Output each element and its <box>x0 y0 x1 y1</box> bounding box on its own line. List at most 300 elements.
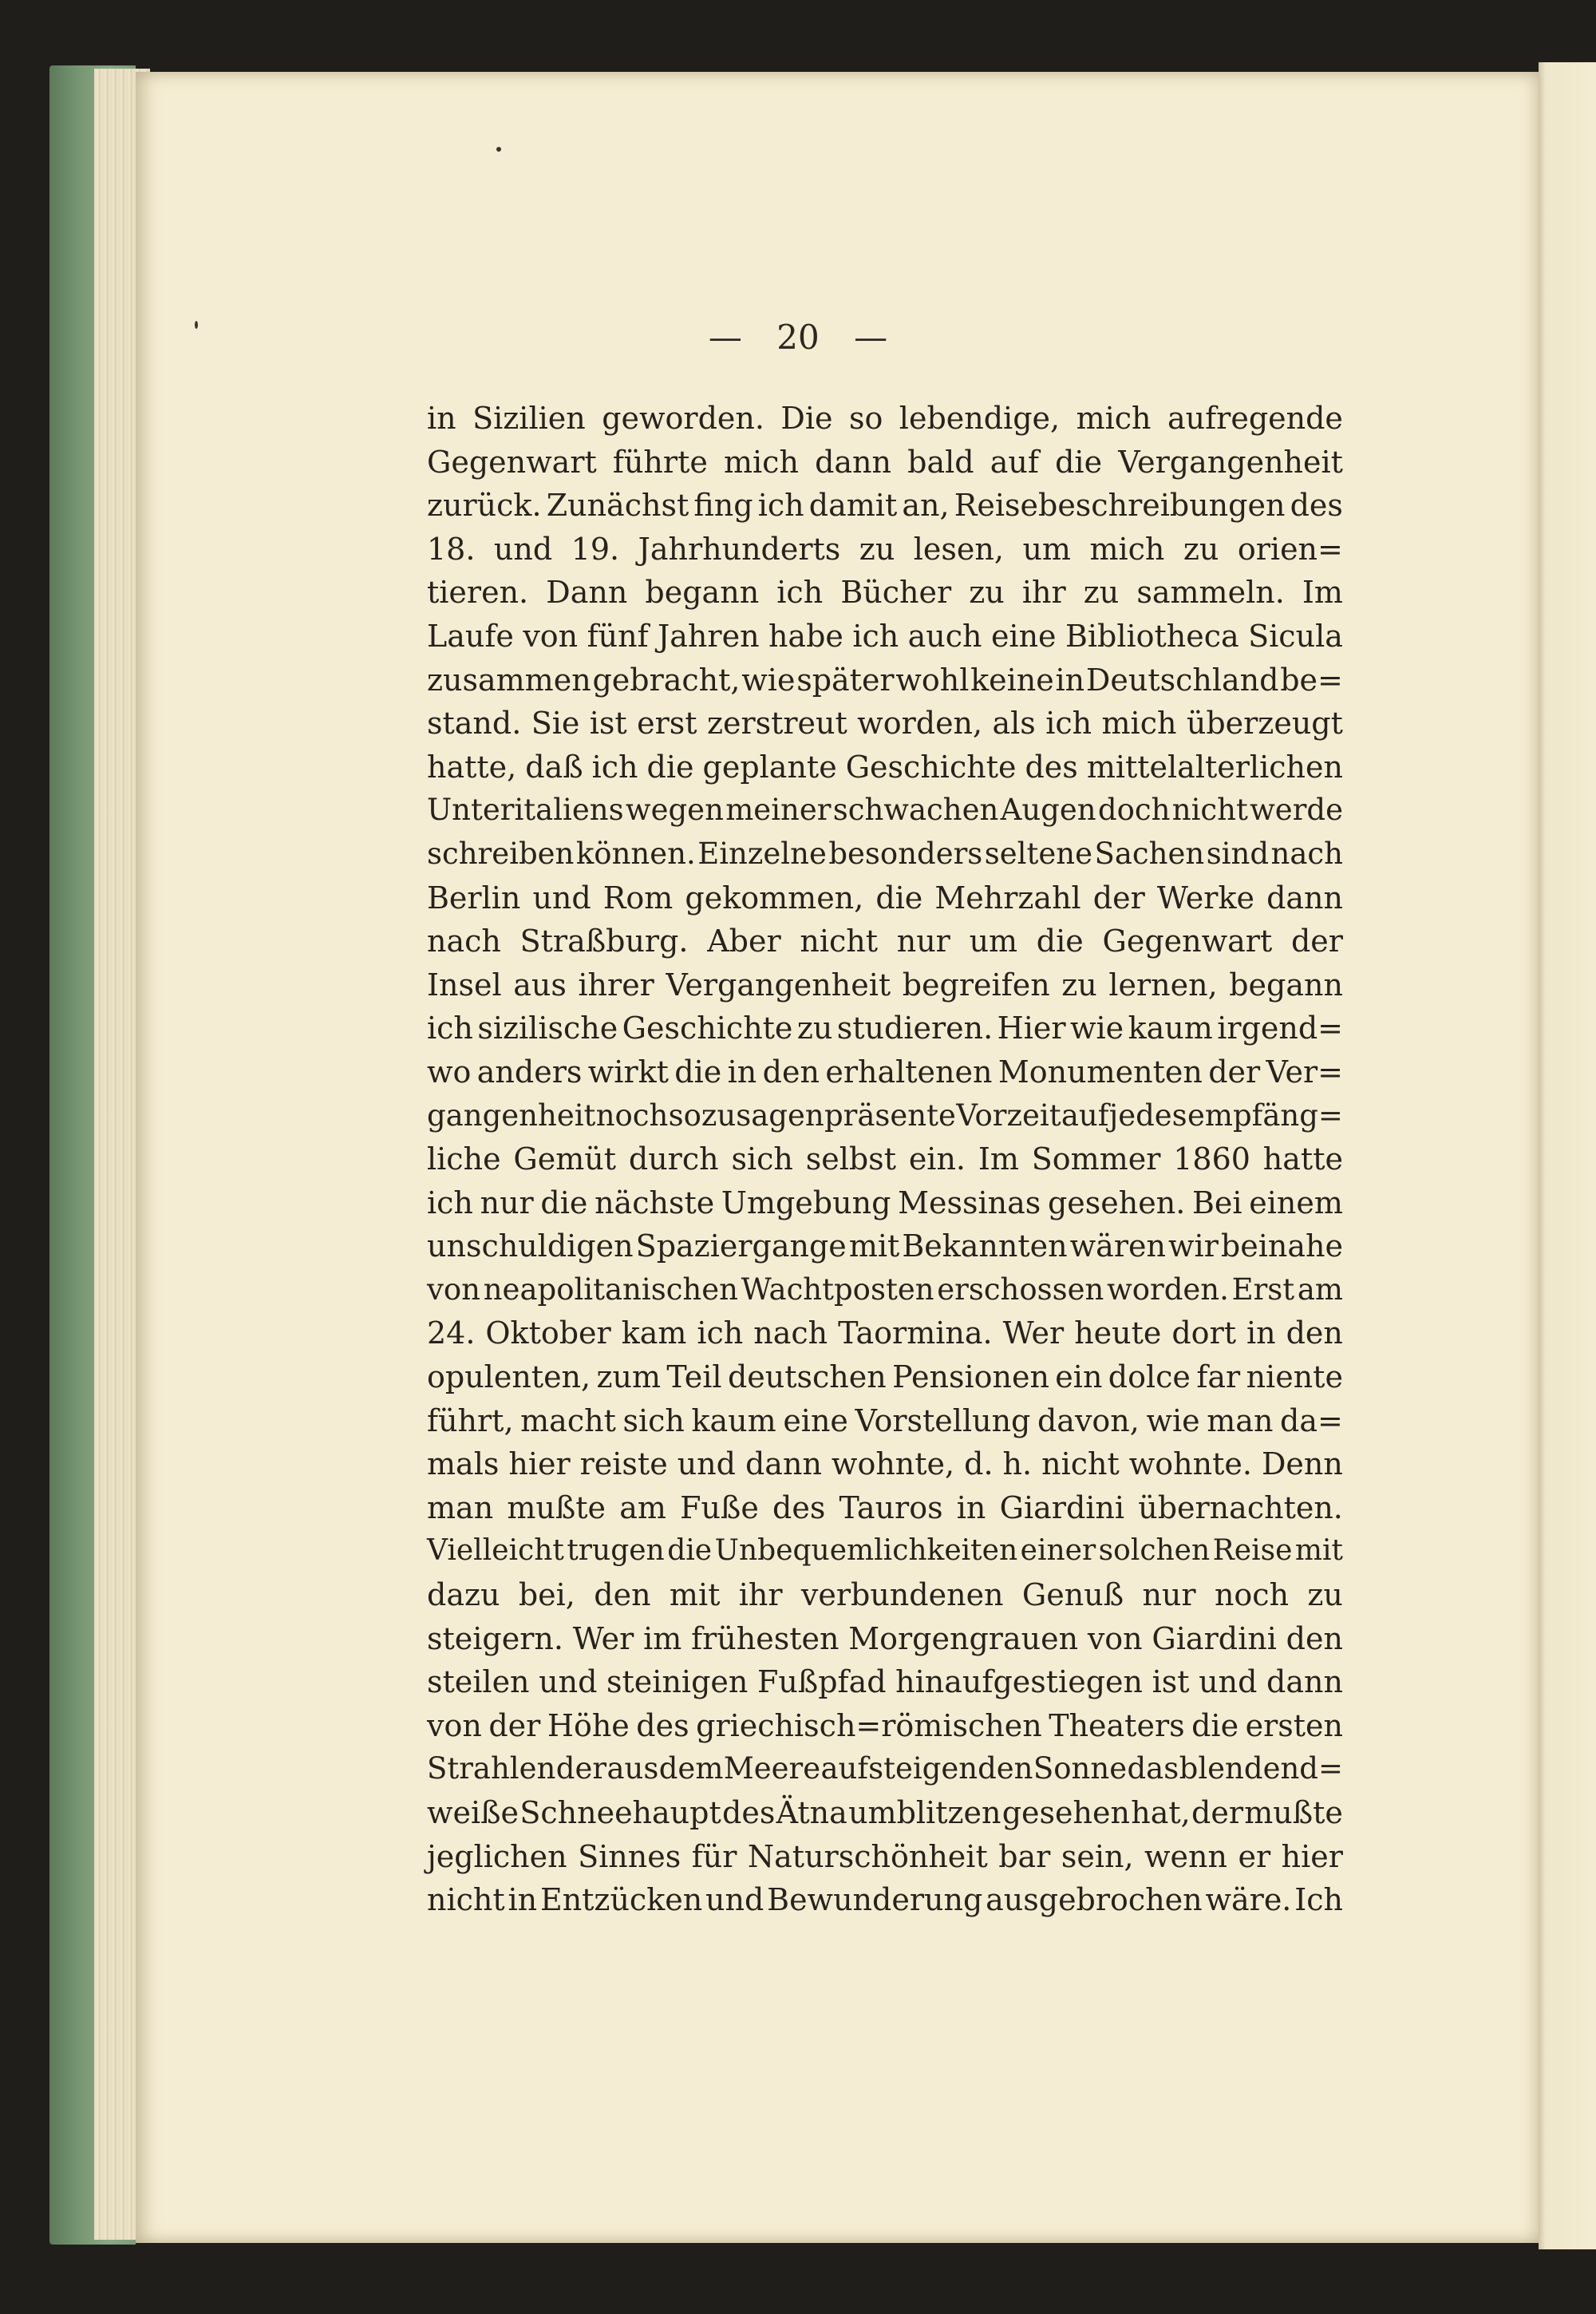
text-line <box>427 1355 1343 1399</box>
word: geworden. <box>602 401 764 436</box>
word: zu <box>859 531 895 567</box>
word: Vielleicht <box>427 1534 564 1568</box>
word: der <box>1092 880 1145 916</box>
word: wäre. <box>1205 1882 1292 1918</box>
word: mich <box>1089 531 1165 567</box>
text-line <box>427 1791 1343 1835</box>
word: nicht <box>1171 793 1248 828</box>
text-line <box>427 1399 1343 1443</box>
word: daß <box>525 749 583 785</box>
word: Bibliotheca <box>1065 618 1239 654</box>
text-line <box>427 789 1343 833</box>
word: können. <box>575 836 696 871</box>
text-line <box>427 1486 1343 1530</box>
page-number-dash-left: — <box>708 318 742 357</box>
word: zu <box>1061 967 1097 1003</box>
word: des <box>722 1795 776 1830</box>
word: präsente <box>824 1098 956 1133</box>
word: erst <box>637 706 697 742</box>
word: Gegenwart <box>427 444 597 480</box>
word: verbundenen <box>800 1577 1004 1613</box>
word: Wer <box>572 1620 634 1656</box>
word: zu <box>1183 531 1219 567</box>
word: Gegenwart <box>1102 924 1273 959</box>
word: ich <box>697 1315 744 1351</box>
text-line <box>427 1617 1343 1661</box>
word: gesehen <box>1001 1795 1130 1830</box>
word: sizilische <box>477 1011 618 1046</box>
word: den <box>594 1577 651 1613</box>
word: Insel <box>427 967 502 1003</box>
word: Laufe <box>427 618 514 654</box>
word: im <box>643 1620 682 1656</box>
word: der <box>555 1751 607 1786</box>
word: schwachen <box>832 793 999 828</box>
word: überzeugt <box>1186 706 1343 742</box>
word: am <box>619 1489 666 1525</box>
word: wir <box>1168 1228 1219 1264</box>
word: Jahrhunderts <box>638 531 841 567</box>
word: mich <box>1076 401 1152 436</box>
word: kaum <box>1128 1011 1213 1046</box>
word: der <box>1208 1054 1261 1090</box>
word: einer <box>1020 1534 1096 1568</box>
word: zurück. <box>427 488 542 524</box>
word: er <box>1238 1838 1271 1874</box>
word: Entzücken <box>539 1882 703 1918</box>
word: Werke <box>1156 880 1254 916</box>
word: Sinnes <box>578 1838 681 1874</box>
word: Reisebeschreibungen <box>954 488 1286 524</box>
word: nur <box>1142 1577 1196 1613</box>
text-line <box>427 1878 1343 1922</box>
word: erschossen <box>937 1272 1104 1307</box>
word: mich <box>1101 706 1177 742</box>
word: sich <box>731 1141 793 1177</box>
word: opulenten, <box>427 1359 591 1395</box>
text-line <box>427 441 1343 485</box>
word: sein, <box>1061 1838 1134 1874</box>
word: worden. <box>1107 1272 1229 1307</box>
word: nach <box>427 924 501 959</box>
text-line <box>427 615 1343 659</box>
word: Aber <box>707 924 781 959</box>
word: ich <box>591 749 638 785</box>
word: Spaziergange <box>635 1228 847 1264</box>
text-line <box>427 1007 1343 1050</box>
word: Bei <box>1191 1185 1242 1220</box>
word: ist <box>589 706 627 742</box>
word: und <box>677 1446 736 1482</box>
word: werde <box>1250 793 1343 828</box>
word: Augen <box>1000 793 1096 828</box>
word: steigern. <box>427 1620 563 1656</box>
word: um <box>1022 531 1071 567</box>
word: eine <box>783 1402 848 1438</box>
word: zusammen <box>427 662 591 698</box>
word: mit <box>848 1228 900 1264</box>
text-line <box>427 1268 1343 1312</box>
text-line <box>427 1573 1343 1617</box>
word: steilen <box>427 1664 530 1700</box>
word: neapolitanischen <box>483 1272 738 1307</box>
word: hat, <box>1131 1795 1191 1830</box>
word: Sicula <box>1248 618 1343 654</box>
word: und <box>1199 1664 1258 1700</box>
word: dann <box>815 444 891 480</box>
word: begann <box>1229 967 1343 1003</box>
text-line <box>427 1747 1343 1791</box>
text-line <box>427 397 1343 441</box>
word: besonders <box>828 836 983 871</box>
word: mußte <box>507 1489 606 1525</box>
word: dazu <box>427 1577 500 1613</box>
word: begreifen <box>902 967 1050 1003</box>
word: sich <box>622 1402 685 1438</box>
word: den <box>1286 1315 1343 1351</box>
word: ich <box>757 488 804 524</box>
word: Ver= <box>1266 1054 1343 1090</box>
page-number-dash-right: — <box>854 318 888 357</box>
word: zu <box>796 1011 833 1046</box>
word: noch <box>595 1098 669 1133</box>
word: der <box>1290 924 1343 959</box>
word: wohnte, <box>831 1446 955 1482</box>
word: die <box>540 1185 588 1220</box>
word: für <box>691 1838 737 1874</box>
word: lebendige, <box>899 401 1061 436</box>
word: Bücher <box>840 575 952 611</box>
word: Die <box>780 401 833 436</box>
word: 1860 <box>1173 1141 1250 1177</box>
word: die <box>667 1534 713 1568</box>
word: davon, <box>1037 1402 1140 1438</box>
word: dann <box>1266 880 1343 916</box>
word: hatte <box>1262 1141 1343 1177</box>
word: Deutschland <box>1085 662 1279 698</box>
word: Bewunderung <box>767 1882 983 1918</box>
word: in <box>956 1489 986 1525</box>
word: selbst <box>805 1141 896 1177</box>
word: der <box>1191 1795 1243 1830</box>
word: jeglichen <box>427 1838 567 1874</box>
word: zu <box>969 575 1005 611</box>
word: frühesten <box>691 1620 839 1656</box>
word: hier <box>1281 1838 1343 1874</box>
word: nur <box>896 924 950 959</box>
word: von <box>427 1707 482 1743</box>
word: mit <box>669 1577 721 1613</box>
text-line <box>427 1660 1343 1704</box>
word: des <box>772 1489 826 1525</box>
word: fing <box>693 488 753 524</box>
word: Einzelne <box>697 836 827 871</box>
word: übernachten. <box>1138 1489 1343 1525</box>
word: Fußpfad <box>757 1664 887 1700</box>
word: griechisch=römischen <box>696 1707 1042 1743</box>
text-line <box>427 1224 1343 1268</box>
word: nicht <box>427 1882 505 1918</box>
word: sozusagen <box>668 1098 824 1133</box>
word: empfäng= <box>1187 1098 1343 1133</box>
word: Dann <box>546 575 628 611</box>
ink-speck <box>496 147 501 152</box>
body-text <box>427 397 1343 1922</box>
word: am <box>1297 1272 1343 1307</box>
word: tieren. <box>427 575 529 611</box>
word: man <box>1207 1402 1274 1438</box>
word: Unteritaliens <box>427 793 624 828</box>
word: führt, <box>427 1402 514 1438</box>
word: in <box>1055 662 1085 698</box>
word: zum <box>596 1359 662 1395</box>
word: nach <box>753 1315 828 1351</box>
word: macht <box>520 1402 616 1438</box>
word: mußte <box>1244 1795 1343 1830</box>
word: gebracht, <box>592 662 741 698</box>
word: Sonne <box>1033 1751 1128 1786</box>
word: ein <box>1055 1359 1103 1395</box>
word: in <box>508 1882 538 1918</box>
word: kaum <box>691 1402 776 1438</box>
word: nächste <box>595 1185 715 1220</box>
word: zu <box>1083 575 1120 611</box>
word: mittelalterlichen <box>1086 749 1343 785</box>
word: irgend= <box>1217 1011 1343 1046</box>
word: Messinas <box>898 1185 1041 1220</box>
page-number <box>0 318 1596 357</box>
text-line <box>427 659 1343 702</box>
word: Geschichte <box>845 749 1017 785</box>
word: bald <box>907 444 974 480</box>
word: ausgebrochen <box>986 1882 1203 1918</box>
word: unschuldigen <box>427 1228 634 1264</box>
word: nicht <box>800 924 878 959</box>
word: Erst <box>1231 1272 1295 1307</box>
word: eine <box>990 618 1057 654</box>
word: hier <box>508 1446 571 1482</box>
word: Reise <box>1212 1534 1293 1568</box>
word: aufsteigenden <box>820 1751 1033 1786</box>
word: Teil <box>666 1359 722 1395</box>
word: ich <box>852 618 899 654</box>
word: aus <box>606 1751 659 1786</box>
word: zerstreut <box>706 706 847 742</box>
word: blendend= <box>1179 1751 1343 1786</box>
text-line <box>427 1442 1343 1486</box>
word: far <box>1196 1359 1241 1395</box>
text-line <box>427 833 1343 876</box>
word: ein. <box>908 1141 966 1177</box>
word: Gemüt <box>513 1141 617 1177</box>
word: Denn <box>1261 1446 1343 1482</box>
word: da= <box>1280 1402 1343 1438</box>
word: gangenheit <box>427 1098 596 1133</box>
word: schreiben <box>427 836 575 871</box>
word: die <box>1191 1707 1239 1743</box>
word: aus <box>513 967 567 1003</box>
word: Vergangenheit <box>1118 444 1343 480</box>
word: hatte, <box>427 749 517 785</box>
word: lernen, <box>1108 967 1218 1003</box>
word: anders <box>476 1054 583 1090</box>
word: Vorzeit <box>956 1098 1061 1133</box>
word: Sie <box>531 706 580 742</box>
text-line <box>427 528 1343 572</box>
word: Vergangenheit <box>666 967 891 1003</box>
word: noch <box>1214 1577 1290 1613</box>
word: trugen <box>567 1534 665 1568</box>
text-line <box>427 1050 1343 1094</box>
word: Monumenten <box>998 1054 1203 1090</box>
word: gesehen. <box>1047 1185 1186 1220</box>
word: meiner <box>725 793 832 828</box>
word: dolce <box>1108 1359 1191 1395</box>
word: Oktober <box>485 1315 611 1351</box>
word: so <box>848 401 883 436</box>
word: dem <box>658 1751 724 1786</box>
word: mals <box>427 1446 500 1482</box>
word: wären <box>1069 1228 1166 1264</box>
word: Sizilien <box>472 401 586 436</box>
text-line <box>427 1835 1343 1879</box>
word: jedes <box>1108 1098 1187 1133</box>
text-line <box>427 1529 1343 1573</box>
word: Ätna <box>776 1795 847 1830</box>
word: steinigen <box>606 1664 749 1700</box>
word: Vorstellung <box>855 1402 1031 1438</box>
word: Pensionen <box>892 1359 1049 1395</box>
word: gekommen, <box>685 880 864 916</box>
word: wo <box>427 1054 472 1090</box>
text-line <box>427 571 1343 615</box>
page-number-value: 20 <box>776 318 820 357</box>
word: Giardini <box>1152 1620 1277 1656</box>
word: Berlin <box>427 880 521 916</box>
word: erhaltenen <box>825 1054 993 1090</box>
word: sind <box>1206 836 1270 871</box>
word: heute <box>1074 1315 1162 1351</box>
word: Sommer <box>1031 1141 1161 1177</box>
word: Geschichte <box>622 1011 793 1046</box>
word: Straßburg. <box>519 924 689 959</box>
word: Morgengrauen <box>848 1620 1079 1656</box>
word: ich <box>1045 706 1092 742</box>
word: Fuße <box>680 1489 759 1525</box>
word: Rom <box>602 880 674 916</box>
word: wegen <box>625 793 724 828</box>
word: den <box>1286 1620 1343 1656</box>
word: dann <box>745 1446 822 1482</box>
word: auch <box>907 618 982 654</box>
text-line <box>427 1311 1343 1355</box>
word: liche <box>427 1141 501 1177</box>
word: von <box>427 1272 481 1307</box>
text-line <box>427 484 1343 528</box>
facing-page-edge <box>1539 62 1596 2249</box>
word: wie <box>741 662 796 698</box>
word: Ich <box>1294 1882 1343 1918</box>
word: Genuß <box>1021 1577 1124 1613</box>
text-line <box>427 1137 1343 1181</box>
word: h. <box>1002 1446 1033 1482</box>
word: führte <box>612 444 708 480</box>
word: und <box>532 880 591 916</box>
word: die <box>674 1054 722 1090</box>
word: wenn <box>1144 1838 1227 1874</box>
word: Tauros <box>839 1489 943 1525</box>
word: weiße <box>427 1795 519 1830</box>
word: in <box>727 1054 757 1090</box>
word: studieren. <box>836 1011 994 1046</box>
word: reiste <box>579 1446 668 1482</box>
text-line <box>427 1181 1343 1225</box>
word: Meere <box>723 1751 821 1786</box>
word: die <box>1036 924 1084 959</box>
text-line <box>427 1704 1343 1748</box>
word: als <box>992 706 1036 742</box>
word: nach <box>1270 836 1343 871</box>
word: Hier <box>997 1011 1066 1046</box>
word: Im <box>978 1141 1019 1177</box>
word: damit <box>808 488 898 524</box>
word: ich <box>776 575 824 611</box>
word: und <box>539 1664 598 1700</box>
word: des <box>1025 749 1078 785</box>
word: Naturschönheit <box>747 1838 988 1874</box>
word: Jahren <box>658 618 760 654</box>
word: ich <box>427 1185 473 1220</box>
word: dann <box>1266 1664 1343 1700</box>
word: orien= <box>1237 531 1343 567</box>
word: Zunächst <box>546 488 689 524</box>
word: Wachtposten <box>741 1272 934 1307</box>
text-line <box>427 920 1343 963</box>
text-line <box>427 702 1343 746</box>
word: begann <box>645 575 760 611</box>
word: d. <box>964 1446 994 1482</box>
word: die <box>646 749 694 785</box>
word: Umgebung <box>721 1185 891 1220</box>
word: Unbequemlichkeiten <box>714 1534 1018 1568</box>
word: den <box>762 1054 820 1090</box>
word: und <box>705 1882 764 1918</box>
word: in <box>427 401 456 436</box>
word: auf <box>990 444 1039 480</box>
text-line <box>427 963 1343 1007</box>
word: durch <box>628 1141 719 1177</box>
word: und <box>493 531 553 567</box>
word: die <box>1055 444 1103 480</box>
text-line <box>427 876 1343 920</box>
word: Wer <box>1002 1315 1065 1351</box>
word: um <box>969 924 1018 959</box>
word: doch <box>1097 793 1171 828</box>
word: niente <box>1246 1359 1343 1395</box>
word: ist <box>1152 1664 1190 1700</box>
word: 24. <box>427 1315 476 1351</box>
text-line <box>427 1094 1343 1138</box>
word: fünf <box>587 618 649 654</box>
word: des <box>636 1707 689 1743</box>
word: Strahlen <box>427 1751 556 1786</box>
word: bar <box>998 1838 1051 1874</box>
word: be= <box>1280 662 1343 698</box>
word: keine <box>970 662 1054 698</box>
word: Sachen <box>1094 836 1205 871</box>
word: ich <box>427 1011 473 1046</box>
word: deutschen <box>727 1359 887 1395</box>
